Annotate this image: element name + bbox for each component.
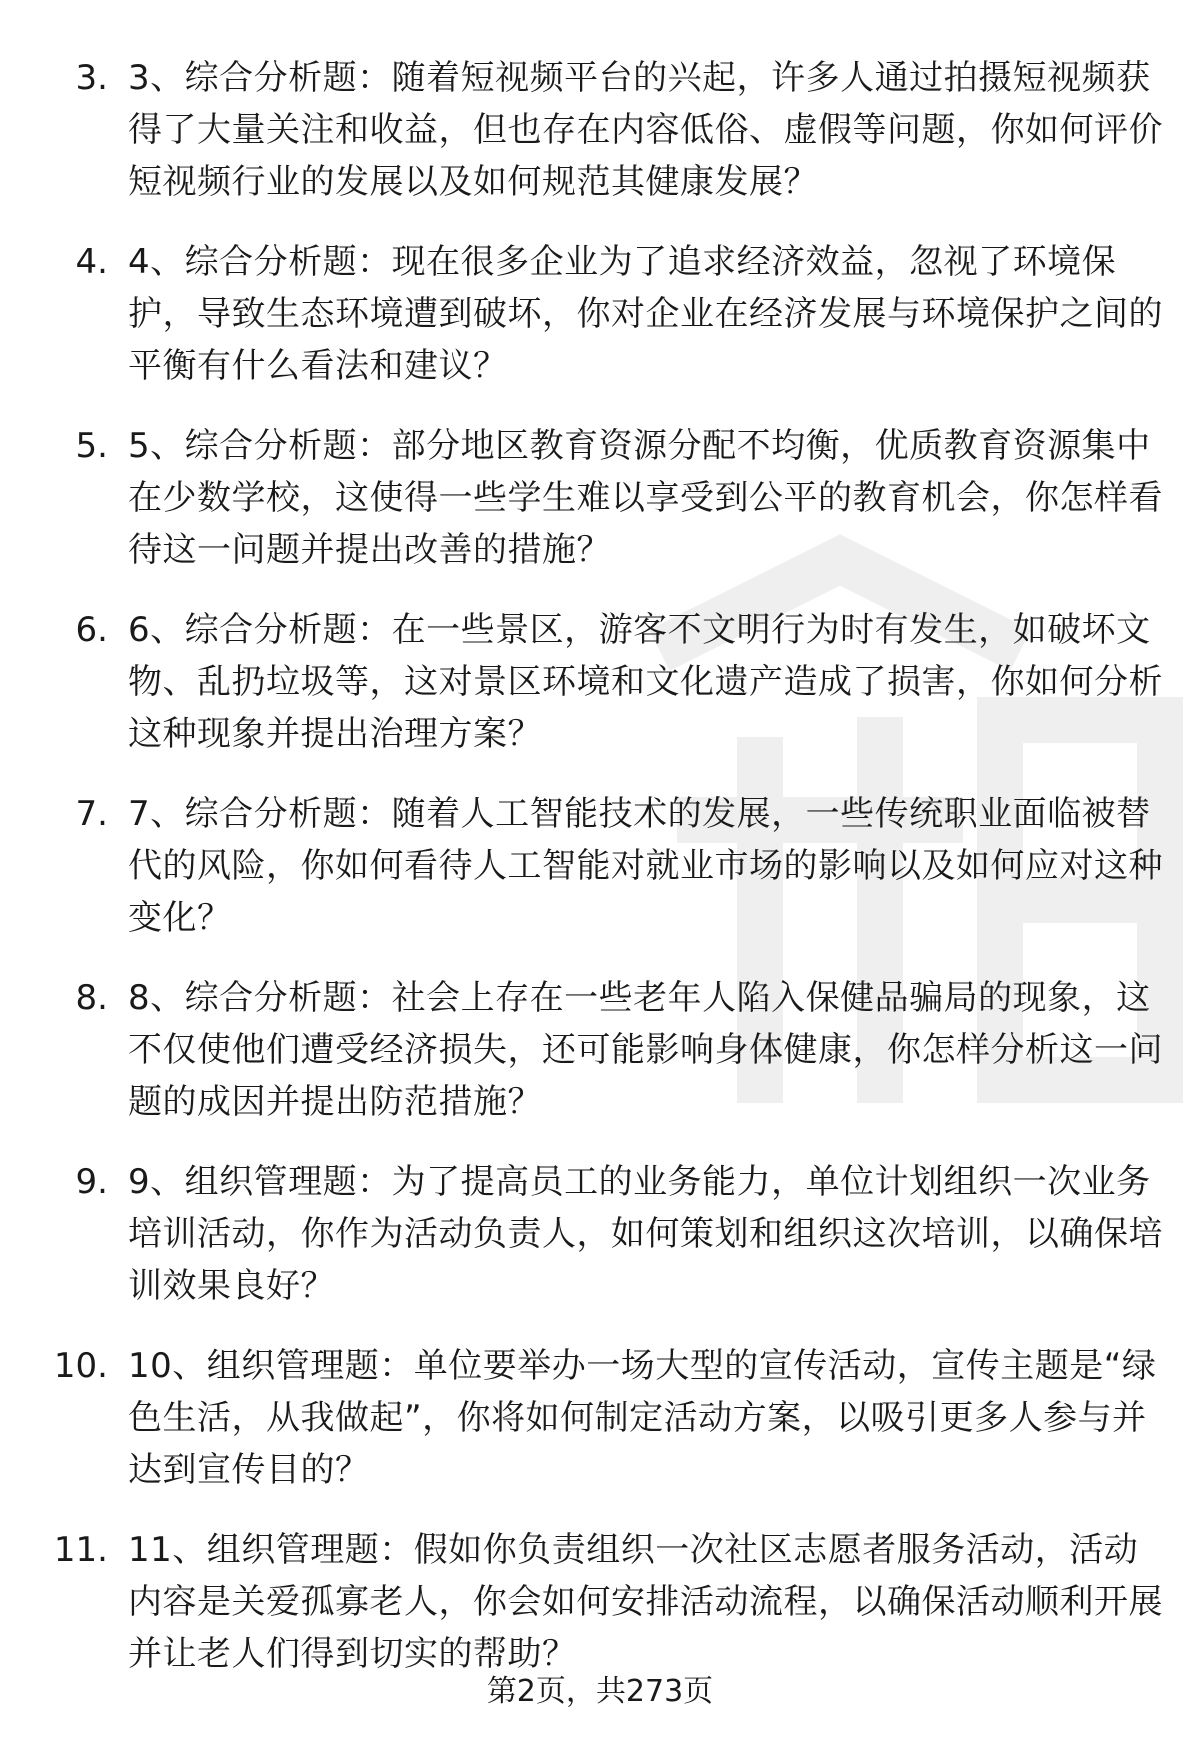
question-text: 5、综合分析题：部分地区教育资源分配不均衡，优质教育资源集中在少数学校，这使得一些学生难以享受到公平的教育机会，你怎样看待这一问题并提出改善的措施？ xyxy=(128,426,1163,570)
question-item-10 xyxy=(0,1340,1200,1524)
question-item-3 xyxy=(0,52,1200,236)
question-text: 11、组织管理题：假如你负责组织一次社区志愿者服务活动，活动内容是关爱孤寡老人，你会如何安排活动流程，以确保活动顺利开展并让老人们得到切实的帮助？ xyxy=(128,1530,1163,1674)
question-number: 8. xyxy=(75,978,108,1018)
question-text: 3、综合分析题：随着短视频平台的兴起，许多人通过拍摄短视频获得了大量关注和收益，但也存在内容低俗、虚假等问题，你如何评价短视频行业的发展以及如何规范其健康发展？ xyxy=(128,58,1163,202)
question-number: 9. xyxy=(75,1162,108,1202)
question-number: 11. xyxy=(53,1530,108,1570)
question-text: 10、组织管理题：单位要举办一场大型的宣传活动，宣传主题是“绿色生活，从我做起”，你将如何制定活动方案，以吸引更多人参与并达到宣传目的？ xyxy=(128,1346,1157,1490)
question-number: 10. xyxy=(53,1346,108,1386)
question-item-8 xyxy=(0,972,1200,1156)
question-number: 7. xyxy=(75,794,108,834)
question-text: 7、综合分析题：随着人工智能技术的发展，一些传统职业面临被替代的风险，你如何看待人工智能对就业市场的影响以及如何应对这种变化？ xyxy=(128,794,1163,938)
question-number: 4. xyxy=(75,242,108,282)
question-text: 9、组织管理题：为了提高员工的业务能力，单位计划组织一次业务培训活动，你作为活动负责人，如何策划和组织这次培训，以确保培训效果良好？ xyxy=(128,1162,1163,1306)
question-list xyxy=(0,52,1200,1708)
question-item-9 xyxy=(0,1156,1200,1340)
question-text: 6、综合分析题：在一些景区，游客不文明行为时有发生，如破坏文物、乱扔垃圾等，这对景区环境和文化遗产造成了损害，你如何分析这种现象并提出治理方案？ xyxy=(128,610,1163,754)
question-item-6 xyxy=(0,604,1200,788)
question-text: 8、综合分析题：社会上存在一些老年人陷入保健品骗局的现象，这不仅使他们遭受经济损失，还可能影响身体健康，你怎样分析这一问题的成因并提出防范措施？ xyxy=(128,978,1163,1122)
question-item-5 xyxy=(0,420,1200,604)
question-text: 4、综合分析题：现在很多企业为了追求经济效益，忽视了环境保护，导致生态环境遭到破坏，你对企业在经济发展与环境保护之间的平衡有什么看法和建议？ xyxy=(128,242,1163,386)
question-item-4 xyxy=(0,236,1200,420)
page-footer: 第2页，共273页 xyxy=(486,1674,714,1709)
question-number: 6. xyxy=(75,610,108,650)
question-number: 3. xyxy=(75,58,108,98)
question-number: 5. xyxy=(75,426,108,466)
question-item-7 xyxy=(0,788,1200,972)
